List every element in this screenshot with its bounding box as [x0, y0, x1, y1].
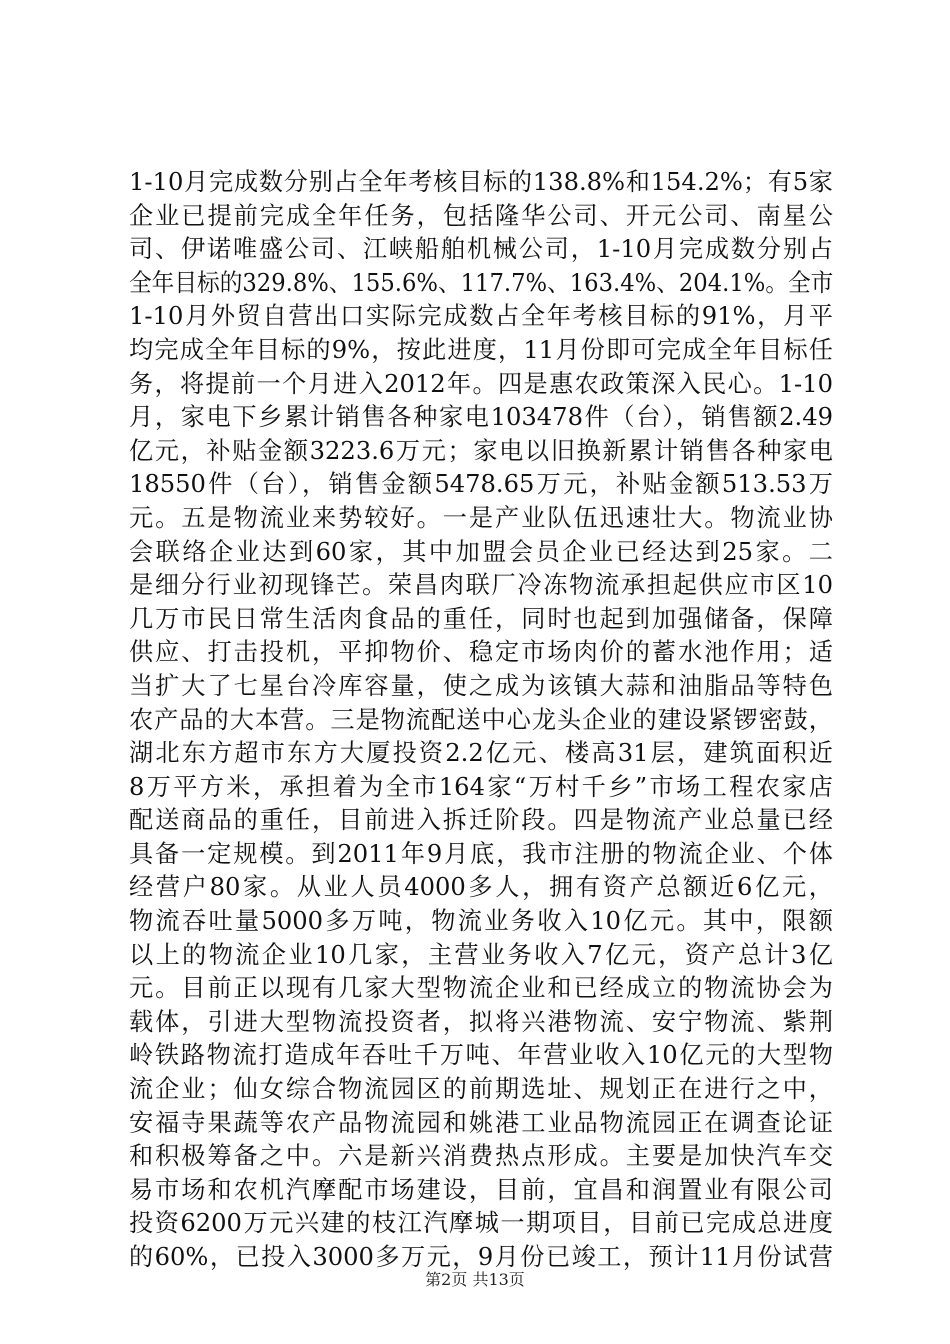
text-line: 供应、打击投机，平抑物价、稳定市场肉价的蓄水池作用；适	[129, 638, 833, 667]
text-line: 安福寺果蔬等农产品物流园和姚港工业品物流园正在调查论证	[129, 1108, 833, 1137]
text-line: 载体，引进大型物流投资者，拟将兴港物流、安宁物流、紫荆	[129, 1007, 833, 1036]
text-line: 务，将提前一个月进入2012年。四是惠农政策深入民心。1-10	[129, 369, 833, 398]
text-line: 元。目前正以现有几家大型物流企业和已经成立的物流协会为	[129, 974, 833, 1003]
text-line: 湖北东方超市东方大厦投资2.2亿元、楼高31层，建筑面积近	[129, 739, 833, 768]
text-line: 的60%，已投入3000多万元，9月份已竣工，预计11月份试营	[129, 1243, 833, 1271]
body-text	[129, 166, 833, 1275]
text-line: 8万平方米，承担着为全市164家“万村千乡”市场工程农家店	[129, 772, 833, 801]
text-line: 是细分行业初现锋芒。荣昌肉联厂冷冻物流承担起供应市区10	[129, 571, 833, 600]
text-line: 物流吞吐量5000多万吨，物流业务收入10亿元。其中，限额	[129, 907, 833, 936]
text-line: 1-10月外贸自营出口实际完成数占全年考核目标的91%，月平	[129, 302, 833, 331]
text-line: 易市场和农机汽摩配市场建设，目前，宜昌和润置业有限公司	[129, 1175, 833, 1204]
text-line: 以上的物流企业10几家，主营业务收入7亿元，资产总计3亿	[129, 940, 833, 969]
text-line: 和积极筹备之中。六是新兴消费热点形成。主要是加快汽车交	[129, 1142, 833, 1171]
text-line: 元。五是物流业来势较好。一是产业队伍迅速壮大。物流业协	[129, 503, 833, 532]
text-line: 投资6200万元兴建的枝江汽摩城一期项目，目前已完成总进度	[129, 1209, 833, 1238]
page-footer: 第2页 共13页	[425, 1270, 525, 1289]
text-line: 月，家电下乡累计销售各种家电103478件（台），销售额2.49	[129, 403, 833, 432]
text-line: 流企业；仙女综合物流园区的前期选址、规划正在进行之中，	[129, 1075, 833, 1104]
text-line: 农产品的大本营。三是物流配送中心龙头企业的建设紧锣密鼓，	[129, 705, 833, 734]
text-line: 几万市民日常生活肉食品的重任，同时也起到加强储备，保障	[129, 604, 833, 633]
text-line: 亿元，补贴金额3223.6万元；家电以旧换新累计销售各种家电	[129, 436, 833, 465]
text-line: 经营户80家。从业人员4000多人，拥有资产总额近6亿元，	[129, 873, 833, 902]
text-line: 18550件（台），销售金额5478.65万元，补贴金额513.53万	[129, 470, 833, 499]
text-line: 全年目标的329.8%、155.6%、117.7%、163.4%、204.1%。全市	[129, 268, 834, 297]
text-line: 会联络企业达到60家，其中加盟会员企业已经达到25家。二	[129, 537, 833, 566]
text-line: 当扩大了七星台冷库容量，使之成为该镇大蒜和油脂品等特色	[129, 671, 833, 700]
text-line: 具备一定规模。到2011年9月底，我市注册的物流企业、个体	[129, 839, 833, 868]
text-line: 均完成全年目标的9%，按此进度，11月份即可完成全年目标任	[129, 335, 833, 364]
text-line: 配送商品的重任，目前进入拆迁阶段。四是物流产业总量已经	[129, 806, 833, 835]
text-line: 司、伊诺唯盛公司、江峡船舶机械公司，1-10月完成数分别占	[129, 235, 833, 264]
text-line: 岭铁路物流打造成年吞吐千万吨、年营业收入10亿元的大型物	[129, 1041, 833, 1070]
text-line: 1-10月完成数分别占全年考核目标的138.8%和154.2%；有5家	[129, 168, 833, 196]
text-line: 企业已提前完成全年任务，包括隆华公司、开元公司、南星公	[129, 201, 833, 230]
